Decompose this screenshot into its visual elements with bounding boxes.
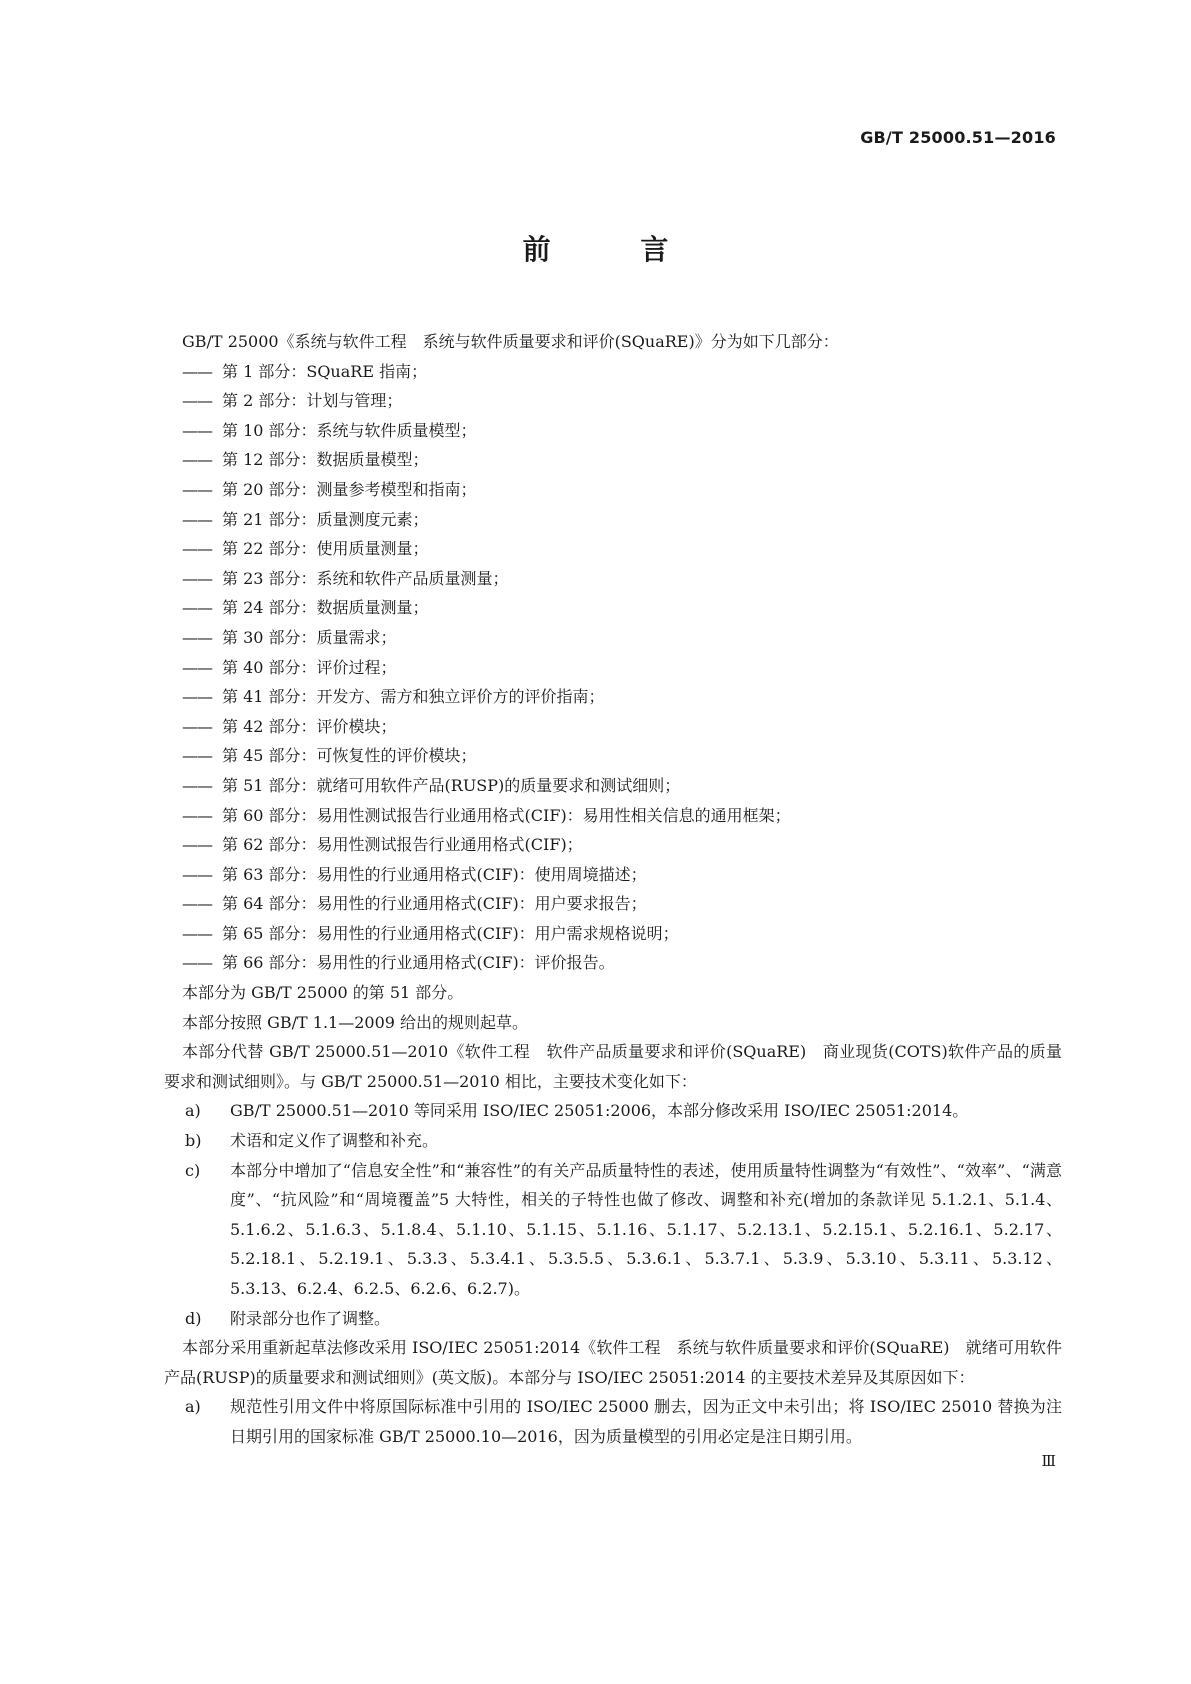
- dash-mark: ——: [182, 450, 212, 470]
- list-item-text: 第 30 部分：质量需求；: [222, 627, 397, 647]
- item-label: c): [185, 1160, 201, 1180]
- change-item: [182, 1096, 1062, 1126]
- list-item-text: 第 60 部分：易用性测试报告行业通用格式(CIF)：易用性相关信息的通用框架；: [222, 805, 791, 825]
- dash-mark: ——: [182, 361, 212, 381]
- standard-code: GB/T 25000.51—2016: [860, 128, 1056, 147]
- dash-mark: ——: [182, 420, 212, 440]
- difference-item: [182, 1392, 1062, 1451]
- item-label: b): [185, 1131, 202, 1151]
- list-item: [182, 919, 1062, 949]
- list-item-text: 第 21 部分：质量测度元素；: [222, 509, 429, 529]
- dash-mark: ——: [182, 568, 212, 588]
- list-item: [182, 475, 1062, 505]
- dash-mark: ——: [182, 539, 212, 559]
- list-item-text: 第 65 部分：易用性的行业通用格式(CIF)：用户需求规格说明；: [222, 923, 679, 943]
- list-item-text: 第 12 部分：数据质量模型；: [222, 450, 429, 470]
- list-item: [182, 653, 1062, 683]
- list-item-text: 第 23 部分：系统和软件产品质量测量；: [222, 568, 509, 588]
- list-item-text: 第 64 部分：易用性的行业通用格式(CIF)：用户要求报告；: [222, 894, 647, 914]
- dash-mark: ——: [182, 775, 212, 795]
- change-item: [182, 1304, 1062, 1334]
- list-item: [182, 860, 1062, 890]
- list-item: [182, 948, 1062, 978]
- dash-mark: ——: [182, 953, 212, 973]
- dash-mark: ——: [182, 923, 212, 943]
- list-item: [182, 712, 1062, 742]
- item-text: 术语和定义作了调整和补充。: [230, 1131, 439, 1151]
- dash-mark: ——: [182, 479, 212, 499]
- dash-mark: ——: [182, 894, 212, 914]
- list-item-text: 第 10 部分：系统与软件质量模型；: [222, 420, 477, 440]
- list-item: [182, 564, 1062, 594]
- list-item: [182, 357, 1062, 387]
- list-item: [182, 889, 1062, 919]
- list-item: [182, 416, 1062, 446]
- dash-mark: ——: [182, 864, 212, 884]
- list-item: [182, 505, 1062, 535]
- item-text: 附录部分也作了调整。: [230, 1308, 391, 1328]
- drafting-rules-paragraph: 本部分按照 GB/T 1.1—2009 给出的规则起草。: [182, 1012, 529, 1032]
- replacement-paragraph: 本部分代替 GB/T 25000.51—2010《软件工程 软件产品质量要求和评价(SQuaRE) 商业现货(COTS)软件产品的质量要求和测试细则》。与 GB/T 25000.51—2010 相比，主要技术变化如下：: [164, 1042, 1062, 1091]
- dash-mark: ——: [182, 716, 212, 736]
- list-item: [182, 623, 1062, 653]
- item-text: GB/T 25000.51—2010 等同采用 ISO/IEC 25051:2006，本部分修改采用 ISO/IEC 25051:2014。: [230, 1101, 969, 1121]
- list-item-text: 第 20 部分：测量参考模型和指南；: [222, 479, 477, 499]
- item-text: 规范性引用文件中将原国际标准中引用的 ISO/IEC 25000 删去，因为正文中未引出；将 ISO/IEC 25010 替换为注日期引用的国家标准 GB/T 25000.10—2016，因为质量模型的引用必定是注日期引用。: [230, 1397, 1062, 1446]
- dash-mark: ——: [182, 835, 212, 855]
- list-item: [182, 830, 1062, 860]
- list-item-text: 第 42 部分：评价模块；: [222, 716, 397, 736]
- page-title: 前 言: [522, 233, 709, 266]
- dash-mark: ——: [182, 391, 212, 411]
- list-item-text: 第 51 部分：就绪可用软件产品(RUSP)的质量要求和测试细则；: [222, 775, 681, 795]
- intro-paragraph: GB/T 25000《系统与软件工程 系统与软件质量要求和评价(SQuaRE)》分为如下几部分：: [182, 332, 839, 351]
- item-label: d): [185, 1308, 202, 1328]
- list-item-text: 第 40 部分：评价过程；: [222, 657, 397, 677]
- list-item-text: 第 1 部分：SQuaRE 指南；: [222, 361, 428, 381]
- list-item: [182, 386, 1062, 416]
- dash-mark: ——: [182, 627, 212, 647]
- list-item-text: 第 2 部分：计划与管理；: [222, 391, 403, 411]
- list-item: [182, 445, 1062, 475]
- list-item: [182, 801, 1062, 831]
- list-item: [182, 682, 1062, 712]
- change-item: [182, 1126, 1062, 1156]
- adoption-paragraph: 本部分采用重新起草法修改采用 ISO/IEC 25051:2014《软件工程 系统与软件质量要求和评价(SQuaRE) 就绪可用软件产品(RUSP)的质量要求和测试细则》(英文版)。本部分与 ISO/IEC 25051:2014 的主要技术差异及其原因如下：: [164, 1338, 1062, 1387]
- differences-list: [182, 1392, 1062, 1451]
- scope-paragraph: 本部分为 GB/T 25000 的第 51 部分。: [182, 983, 464, 1003]
- change-item: [182, 1156, 1062, 1304]
- list-item-text: 第 24 部分：数据质量测量；: [222, 598, 429, 618]
- list-item-text: 第 66 部分：易用性的行业通用格式(CIF)：评价报告。: [222, 953, 615, 973]
- item-text: 本部分中增加了“信息安全性”和“兼容性”的有关产品质量特性的表述，使用质量特性调整为“有效性”、“效率”、“满意度”、“抗风险”和“周境覆盖”5 大特性，相关的子特性也做了修改、调整和补充(增加的条款详见 5.1.2.1、5.1.4、5.1.6.2、5.1.6.3、5.1.8.4、5.1.10、5.1.15、5.1.16、5.1.17、5.2.13.1、5.2.15.1、5.2.16.1、5.2.17、5.2.18.1、5.2.19.1、5.3.3、5.3.4.1、5.3.5.5、5.3.6.1、5.3.7.1、5.3.9、5.3.10、5.3.11、5.3.12、5.3.13、6.2.4、6.2.5、6.2.6、6.2.7)。: [230, 1160, 1062, 1298]
- list-item-text: 第 41 部分：开发方、需方和独立评价方的评价指南；: [222, 687, 605, 707]
- list-item-text: 第 45 部分：可恢复性的评价模块；: [222, 746, 477, 766]
- parts-list: [182, 357, 1062, 978]
- dash-mark: ——: [182, 509, 212, 529]
- dash-mark: ——: [182, 598, 212, 618]
- dash-mark: ——: [182, 746, 212, 766]
- list-item-text: 第 63 部分：易用性的行业通用格式(CIF)：使用周境描述；: [222, 864, 647, 884]
- dash-mark: ——: [182, 805, 212, 825]
- dash-mark: ——: [182, 687, 212, 707]
- list-item: [182, 593, 1062, 623]
- list-item-text: 第 22 部分：使用质量测量；: [222, 539, 429, 559]
- document-body: [164, 327, 1062, 1452]
- list-item: [182, 741, 1062, 771]
- item-label: a): [185, 1101, 201, 1121]
- list-item: [182, 534, 1062, 564]
- list-item-text: 第 62 部分：易用性测试报告行业通用格式(CIF)；: [222, 835, 583, 855]
- page-number: Ⅲ: [1041, 1452, 1056, 1470]
- changes-list: [182, 1096, 1062, 1333]
- item-label: a): [185, 1397, 201, 1417]
- list-item: [182, 771, 1062, 801]
- dash-mark: ——: [182, 657, 212, 677]
